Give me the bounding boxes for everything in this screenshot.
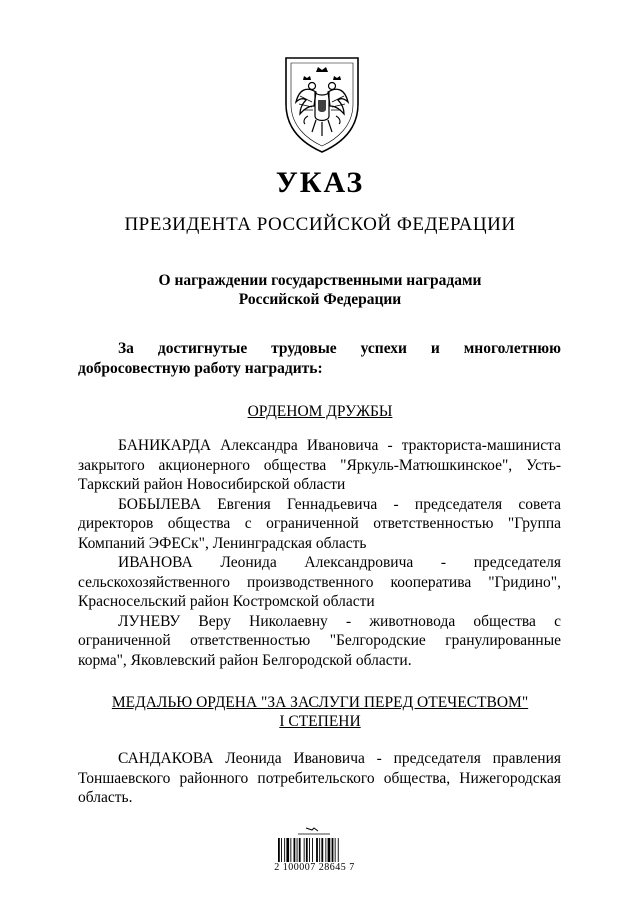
decree-title: УКАЗ (275, 166, 365, 199)
section2-heading-line-2: I СТЕПЕНИ (279, 713, 361, 730)
list-item: БОБЫЛЕВА Евгения Геннадьевича - председателя совета директоров общества с ограниченной ответственностью "Группа Компаний ЭФЕСк", Ленинградская область (78, 495, 561, 552)
section1-heading-text: ОРДЕНОМ ДРУЖБЫ (247, 403, 393, 420)
decree-subtitle: ПРЕЗИДЕНТА РОССИЙСКОЙ ФЕДЕРАЦИИ (124, 214, 516, 235)
list-item: САНДАКОВА Леонида Ивановича - председателя правления Тоншаевского районного потребительского общества, Нижегородская область. (78, 750, 561, 806)
list-item: БАНИКАРДА Александра Ивановича - тракториста-машиниста закрытого акционерного общества "Яркуль-Матюшкинское", Усть-Таркский район Новосибирской области (78, 437, 561, 493)
intro-line-1: За достигнутые трудовые успехи и многолетнюю (118, 340, 561, 357)
intro-paragraph (78, 339, 561, 378)
intro-line-2: добросовестную работу наградить: (78, 359, 323, 377)
subject-line-1: О награждении государственными наградами (158, 272, 482, 289)
award-list-order-of-friendship (78, 436, 561, 670)
subject-line-2: Российской Федерации (238, 291, 402, 308)
barcode-number: 2 100007 28645 7 (274, 862, 355, 873)
award-list-medal-merit (78, 749, 561, 808)
award-heading-medal-merit (0, 693, 640, 731)
coat-of-arms-icon (272, 52, 372, 154)
award-heading-order-of-friendship (0, 402, 640, 421)
list-item: ЛУНЕВУ Веру Николаевну - животновода общества с ограниченной ответственностью "Белгородские гранулированные корма", Яковлевский район Белгородской области. (78, 612, 561, 669)
list-item: ИВАНОВА Леонида Александровича - председателя сельскохозяйственного производственного кооператива "Гридино", Красносельский район Костромской области (78, 554, 561, 610)
decree-subject (0, 271, 640, 309)
section2-heading-line-1: МЕДАЛЬЮ ОРДЕНА "ЗА ЗАСЛУГИ ПЕРЕД ОТЕЧЕСТВОМ" (111, 694, 529, 711)
